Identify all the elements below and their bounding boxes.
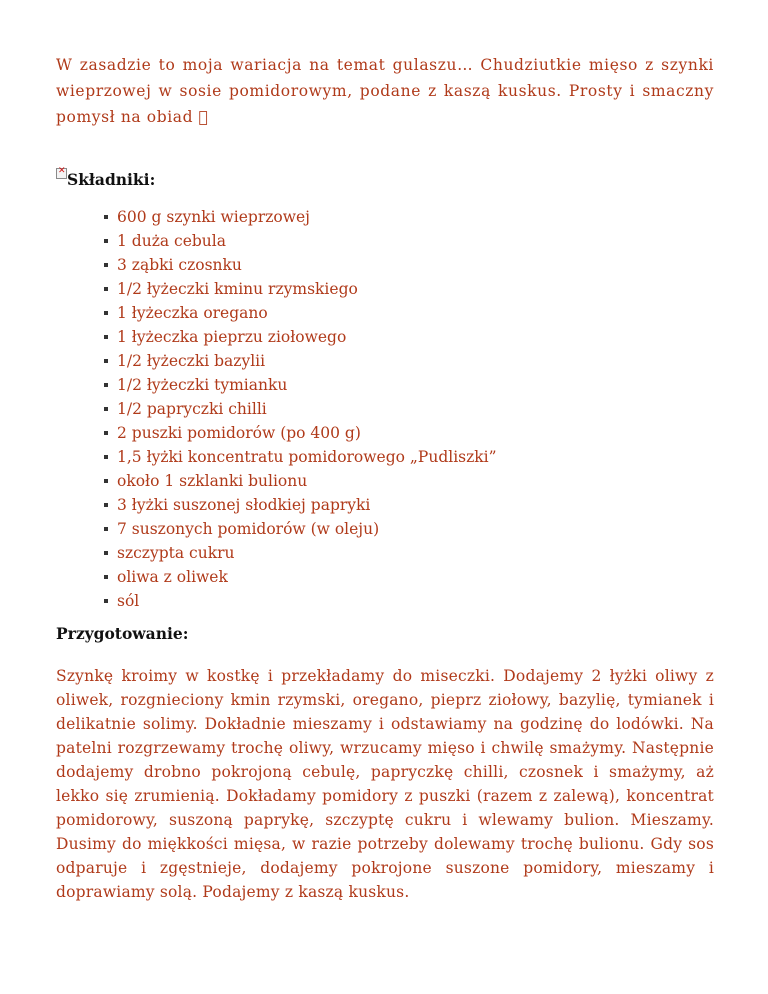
ingredient-label: szczypta cukru	[117, 544, 235, 562]
bullet	[104, 359, 108, 363]
ingredient-label: 7 suszonych pomidorów (w oleju)	[117, 520, 380, 538]
ingredients-heading-text: Składniki:	[67, 170, 156, 189]
list-item	[104, 397, 497, 421]
preparation-paragraph: Szynkę kroimy w kostkę i przekładamy do miseczki. Dodajemy 2 łyżki oliwy z oliwek, rozgnieciony kmin rzymski, oregano, pieprz ziołowy, bazylię, tymianek i delikatnie solimy. Dokładnie mieszamy i odstawiamy na godzinę do lodówki. Na patelni rozgrzewamy trochę oliwy, wrzucamy mięso i chwilę smażymy. Następnie dodajemy drobno pokrojoną cebulę, papryczkę chilli, czosnek i smażymy, aż lekko się zrumienią. Dokładamy pomidory z puszki (razem z zalewą), koncentrat pomidorowy, suszoną paprykę, szczyptę cukru i wlewamy bulion. Mieszamy. Dusimy do miękkości mięsa, w razie potrzeby dolewamy trochę bulionu. Gdy sos odparuje i zgęstnieje, dodajemy pokrojone suszone pomidory, mieszamy i doprawiamy solą. Podajemy z kaszą kuskus.	[56, 667, 714, 901]
ingredients-heading	[56, 168, 155, 189]
bullet	[104, 527, 108, 531]
bullet	[104, 239, 108, 243]
ingredient-label: 1 duża cebula	[117, 232, 226, 250]
list-item	[104, 301, 497, 325]
bullet	[104, 431, 108, 435]
ingredient-label: 1,5 łyżki koncentratu pomidorowego „Pudliszki”	[117, 448, 497, 466]
list-item	[104, 541, 497, 565]
bullet	[104, 479, 108, 483]
preparation-heading: Przygotowanie:	[56, 624, 189, 643]
bullet	[104, 335, 108, 339]
bullet	[104, 455, 108, 459]
ingredient-label: 3 ząbki czosnku	[117, 256, 242, 274]
bullet	[104, 215, 108, 219]
ingredient-label: 2 puszki pomidorów (po 400 g)	[117, 424, 361, 442]
bullet	[104, 263, 108, 267]
list-item	[104, 325, 497, 349]
ingredient-label: 1/2 papryczki chilli	[117, 400, 267, 418]
ingredients-list	[104, 205, 497, 613]
list-item	[104, 469, 497, 493]
broken-image-icon	[56, 168, 67, 179]
ingredient-label: 1/2 łyżeczki kminu rzymskiego	[117, 280, 358, 298]
ingredient-label: 1/2 łyżeczki tymianku	[117, 376, 288, 394]
list-item	[104, 277, 497, 301]
bullet	[104, 599, 108, 603]
list-item	[104, 349, 497, 373]
bullet	[104, 287, 108, 291]
list-item	[104, 253, 497, 277]
bullet	[104, 575, 108, 579]
list-item	[104, 421, 497, 445]
list-item	[104, 445, 497, 469]
ingredient-label: 1 łyżeczka pieprzu ziołowego	[117, 328, 347, 346]
list-item	[104, 493, 497, 517]
intro-paragraph: W zasadzie to moja wariacja na temat gulaszu… Chudziutkie mięso z szynki wieprzowej w sosie pomidorowym, podane z kaszą kuskus. Prosty i smaczny pomysł na obiad	[56, 56, 714, 126]
ingredient-label: oliwa z oliwek	[117, 568, 228, 586]
bullet	[104, 383, 108, 387]
bullet	[104, 551, 108, 555]
list-item	[104, 205, 497, 229]
bullet	[104, 503, 108, 507]
ingredient-label: sól	[117, 592, 140, 610]
list-item	[104, 517, 497, 541]
ingredient-label: 1 łyżeczka oregano	[117, 304, 268, 322]
ingredient-label: około 1 szklanki bulionu	[117, 472, 308, 490]
list-item	[104, 373, 497, 397]
bullet	[104, 311, 108, 315]
bullet	[104, 407, 108, 411]
ingredient-label: 600 g szynki wieprzowej	[117, 208, 310, 226]
ingredient-label: 3 łyżki suszonej słodkiej papryki	[117, 496, 371, 514]
list-item	[104, 565, 497, 589]
list-item	[104, 589, 497, 613]
ingredient-label: 1/2 łyżeczki bazylii	[117, 352, 266, 370]
list-item	[104, 229, 497, 253]
